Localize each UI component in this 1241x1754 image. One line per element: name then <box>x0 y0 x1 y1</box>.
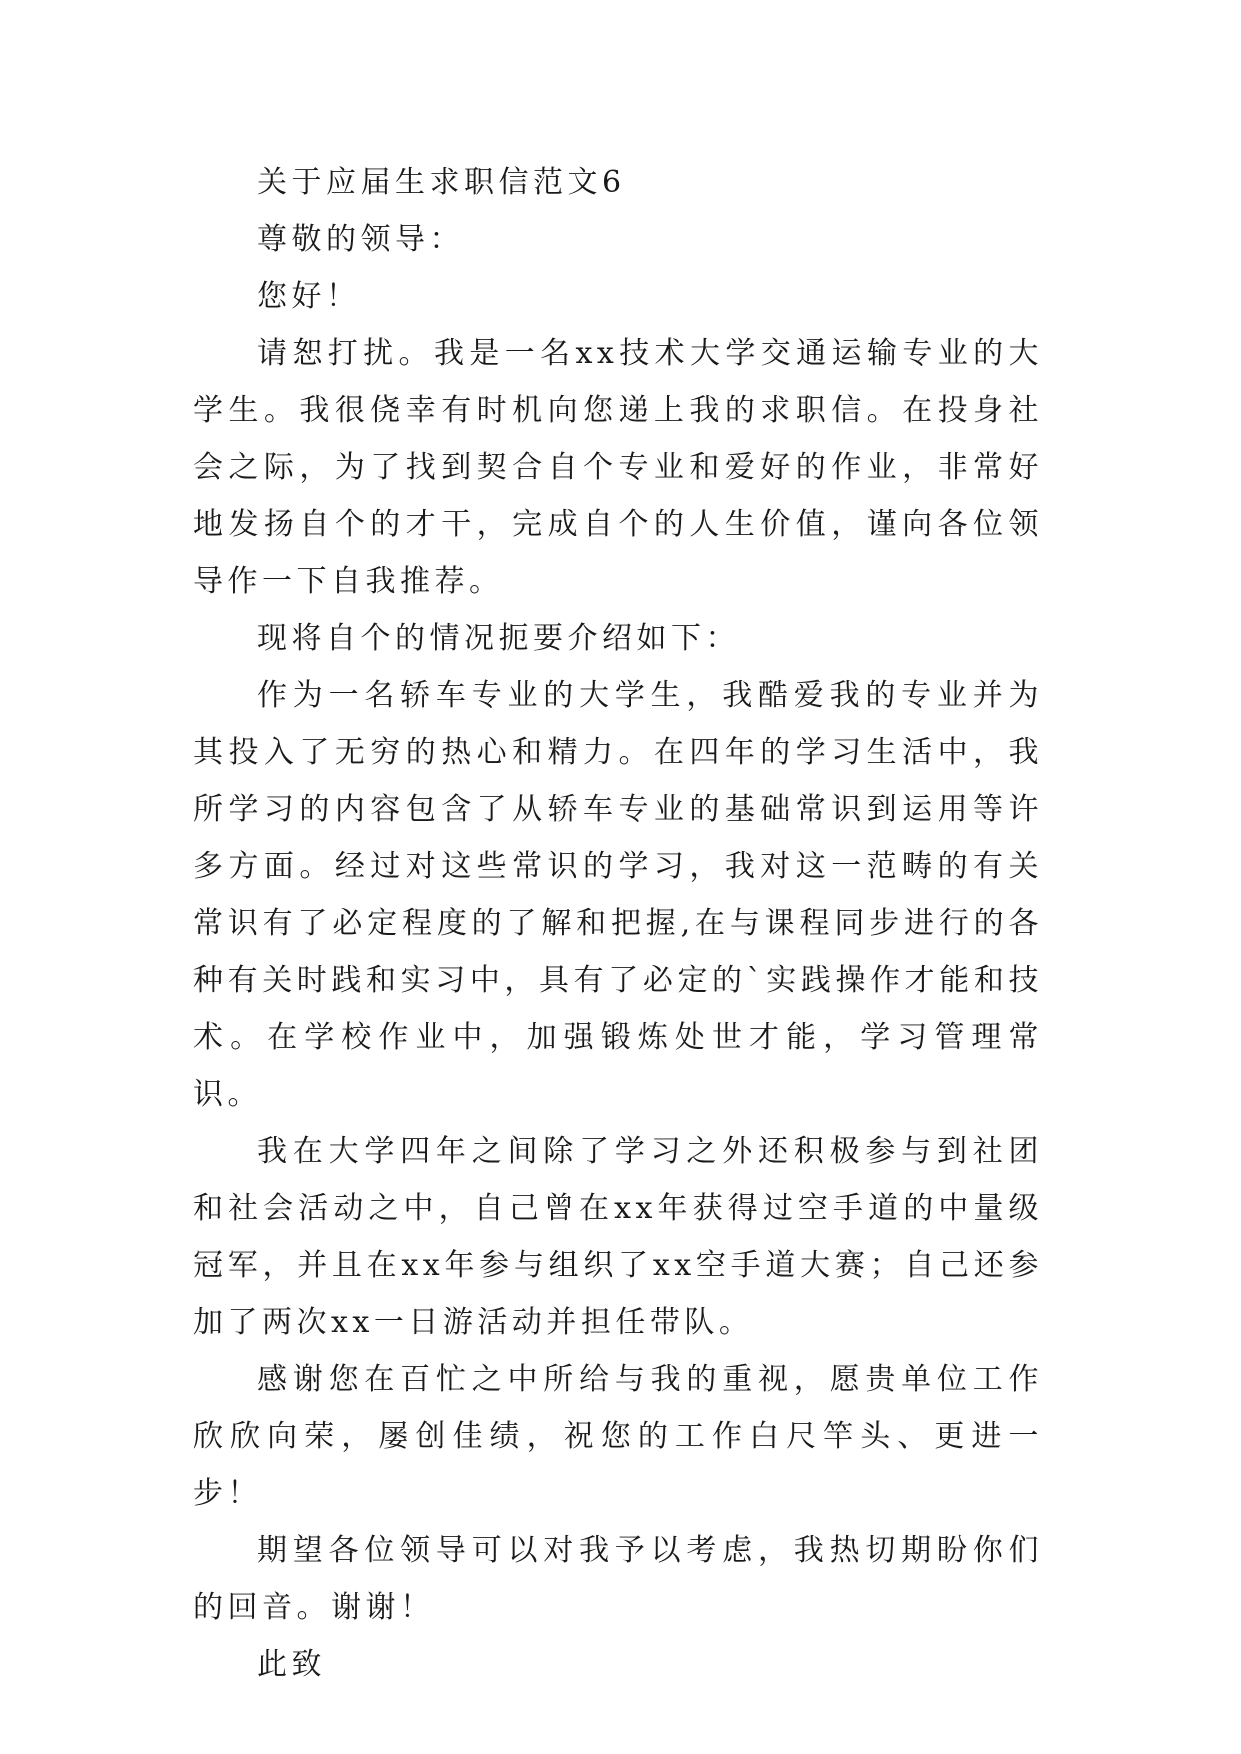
greeting: 您好！ <box>257 279 361 314</box>
paragraph-overview: 现将自个的情况扼要介绍如下： <box>257 621 740 656</box>
document-title: 关于应届生求职信范文6 <box>257 165 626 200</box>
paragraph-activities: 我在大学四年之间除了学习之外还积极参与到社团和社会活动之中，自己曾在xx年获得过空手道的中量级冠军，并且在xx年参与组织了xx空手道大赛；自己还参加了两次xx一日游活动并担任带队。 <box>193 1134 1043 1340</box>
salutation: 尊敬的领导： <box>257 222 464 257</box>
closing: 此致 <box>257 1647 326 1682</box>
paragraph-intro: 请恕打扰。我是一名xx技术大学交通运输专业的大学生。我很侥幸有时机向您递上我的求职信。在投身社会之际，为了找到契合自个专业和爱好的作业，非常好地发扬自个的才干，完成自个的人生价值，谨向各位领导作一下自我推荐。 <box>193 336 1043 599</box>
paragraph-studies: 作为一名轿车专业的大学生，我酷爱我的专业并为其投入了无穷的热心和精力。在四年的学习生活中，我所学习的内容包含了从轿车专业的基础常识到运用等许多方面。经过对这些常识的学习，我对这一范畴的有关常识有了必定程度的了解和把握,在与课程同步进行的各种有关时践和实习中，具有了必定的`实践操作才能和技术。在学校作业中，加强锻炼处世才能，学习管理常识。 <box>193 678 1043 1112</box>
paragraph-hope: 期望各位领导可以对我予以考虑，我热切期盼你们的回音。谢谢！ <box>193 1533 1043 1625</box>
letter-body <box>193 154 1043 1693</box>
paragraph-thanks: 感谢您在百忙之中所给与我的重视，愿贵单位工作欣欣向荣，屡创佳绩，祝您的工作白尺竿头、更进一步！ <box>193 1362 1043 1511</box>
